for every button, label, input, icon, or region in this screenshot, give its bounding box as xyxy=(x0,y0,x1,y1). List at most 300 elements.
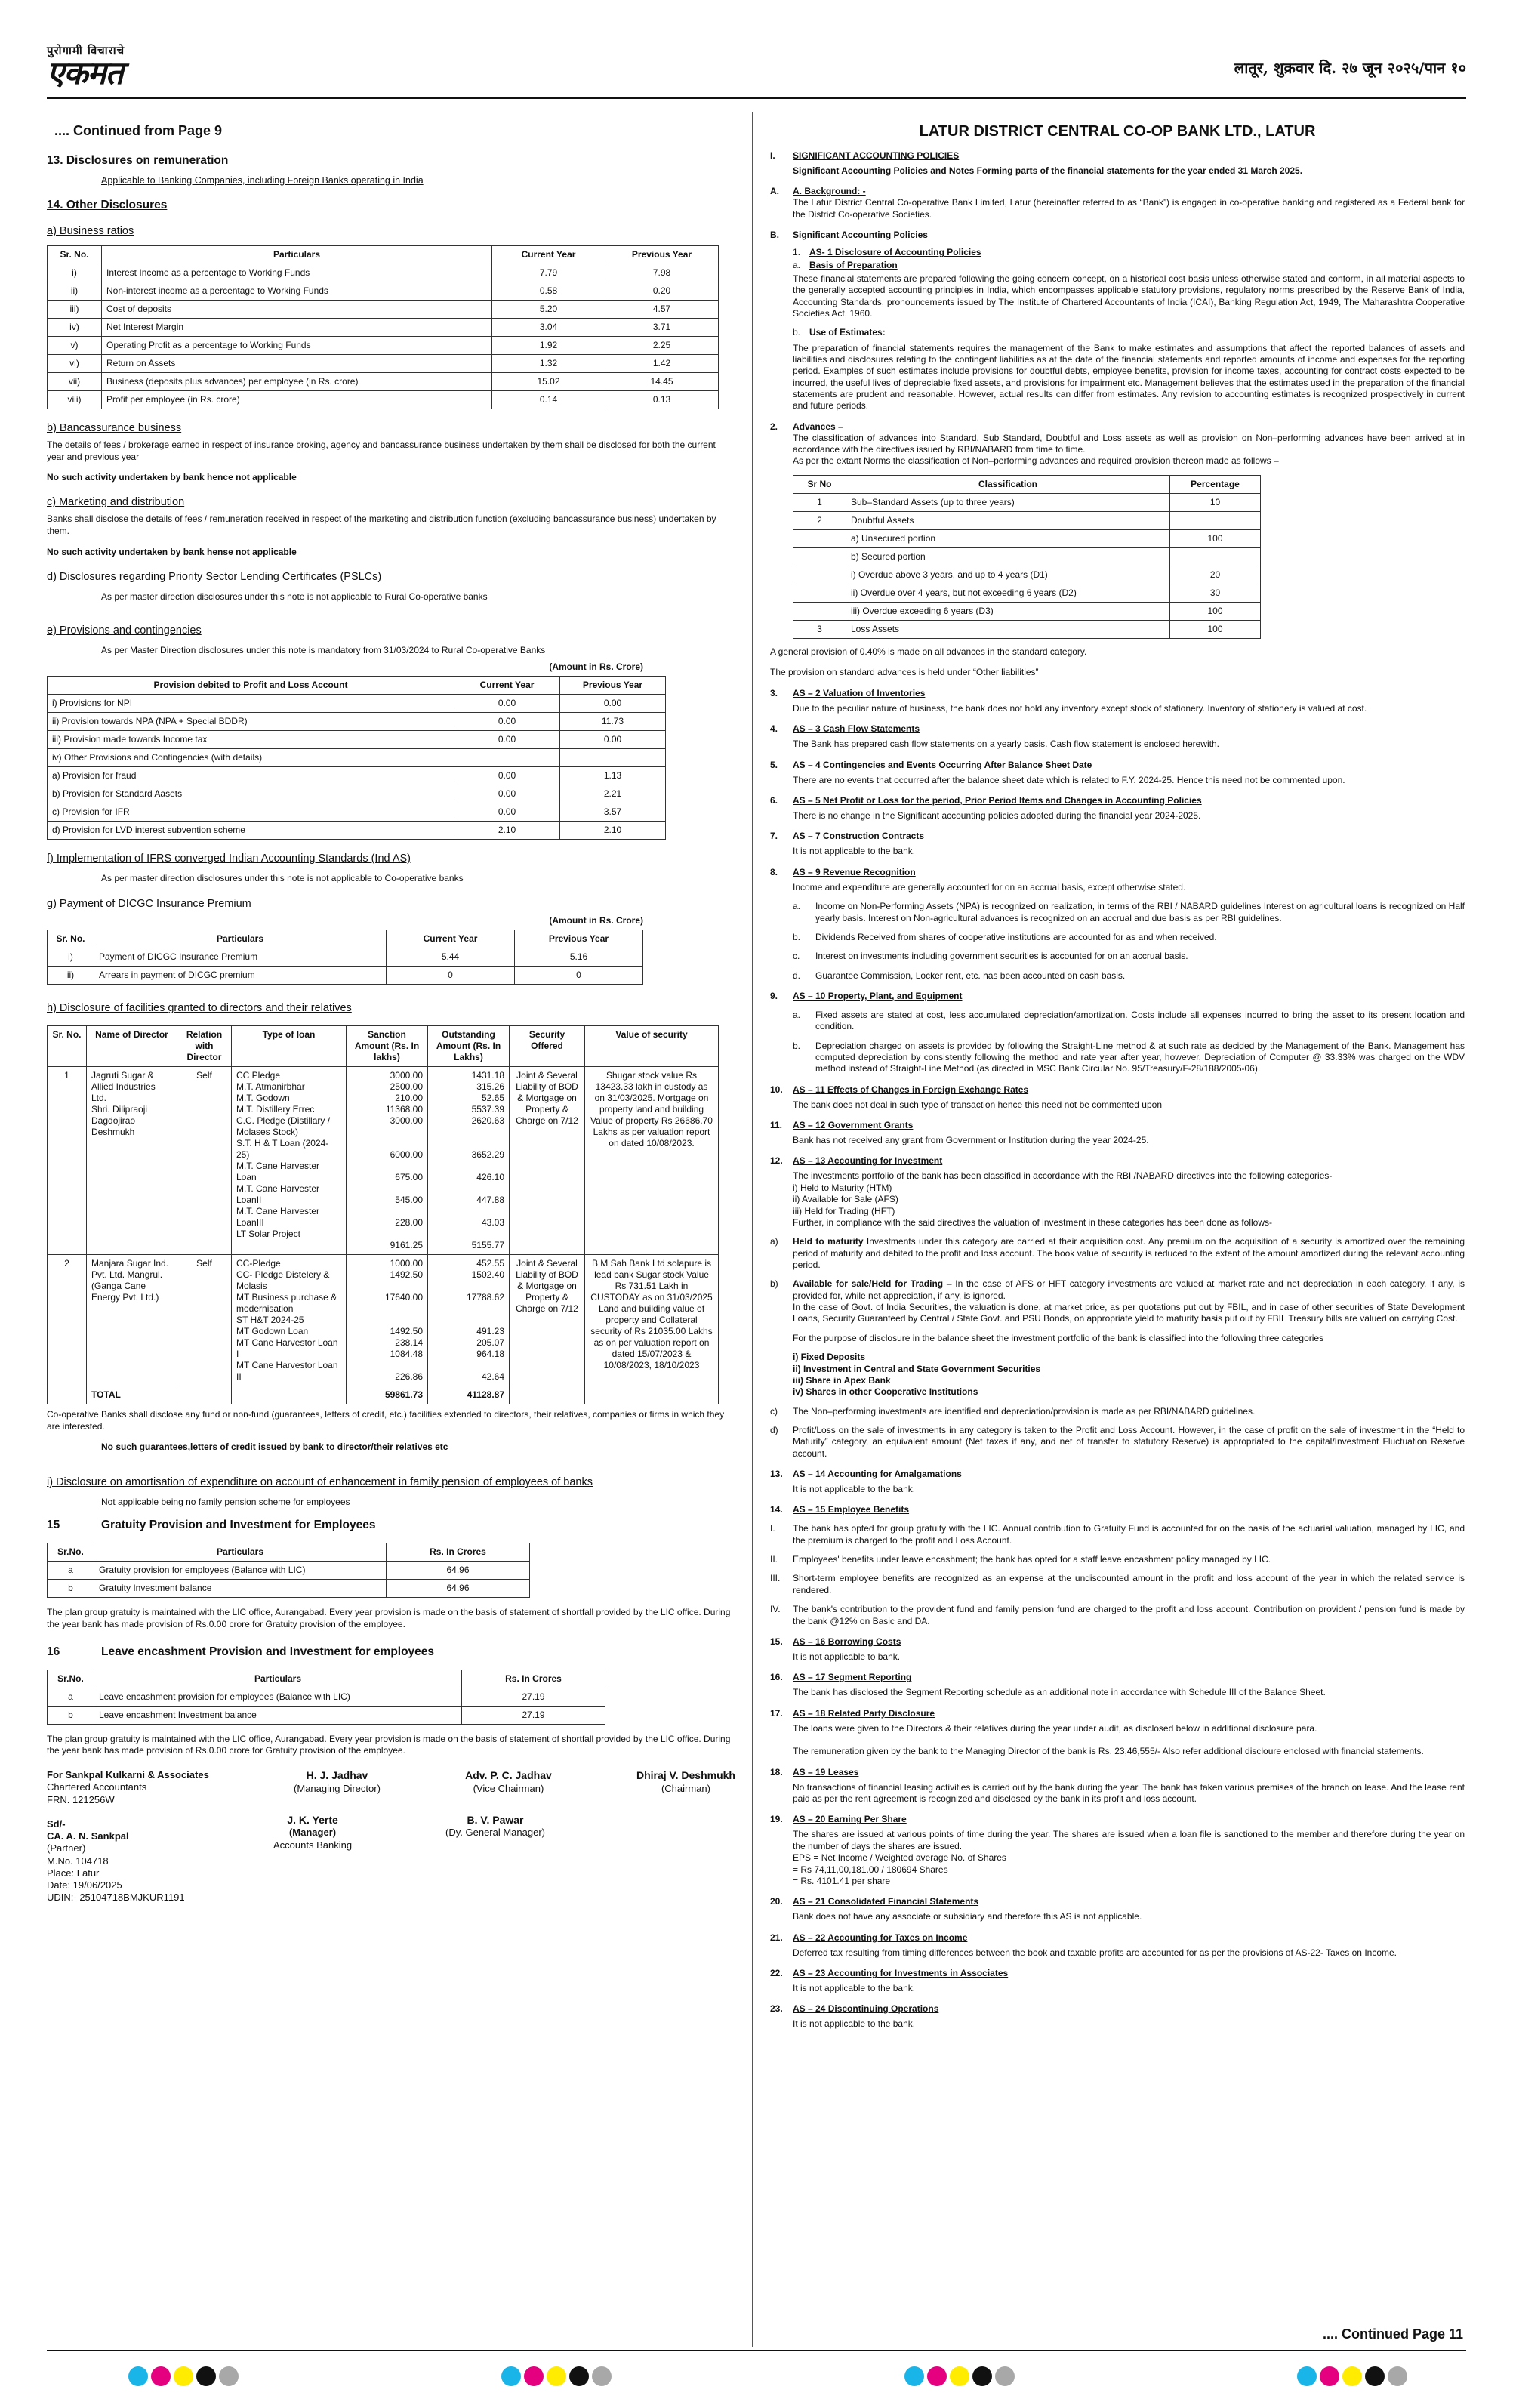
as-items-group-3 xyxy=(770,1636,1465,2030)
table-row xyxy=(48,695,666,713)
section-number: 13. xyxy=(770,1469,783,1480)
as-item-heading xyxy=(770,1932,1465,1944)
table-cell xyxy=(1170,511,1261,529)
as1-heading xyxy=(793,247,1465,258)
table-cell: 2.25 xyxy=(605,337,719,355)
table-row xyxy=(793,566,1261,584)
table-cell: 7.98 xyxy=(605,264,719,282)
table-header: Particulars xyxy=(102,246,492,264)
section-heading: AS – 16 Borrowing Costs xyxy=(793,1636,901,1647)
table-cell: d) Provision for LVD interest subvention scheme xyxy=(48,822,454,840)
sub-item xyxy=(793,970,1465,982)
table-row xyxy=(48,822,666,840)
section-number: 23. xyxy=(770,2003,783,2015)
table-cell: 5.20 xyxy=(492,301,605,319)
table-row xyxy=(48,785,666,803)
as-items-group-1 xyxy=(770,688,1465,858)
total-row xyxy=(48,1386,719,1404)
as9-subitems xyxy=(770,901,1465,982)
as-item-heading xyxy=(770,1636,1465,1648)
signatory-name: B. V. Pawar xyxy=(467,1813,524,1826)
marketing-title: c) Marketing and distribution xyxy=(47,496,185,509)
sap-heading xyxy=(770,230,1465,241)
as-item-heading xyxy=(770,760,1465,771)
bancassurance-title: b) Bancassurance business xyxy=(47,422,182,434)
gratuity-table xyxy=(47,1543,530,1598)
section-number: I. xyxy=(770,150,775,161)
section-heading: AS – 10 Property, Plant, and Equipment xyxy=(793,990,963,1001)
section-heading: AS – 2 Valuation of Inventories xyxy=(793,688,926,699)
table-cell: 5.16 xyxy=(515,948,643,966)
cell-security: Joint & Several Liability of BOD & Mortgage on Property & Charge on 7/12 xyxy=(510,1255,585,1386)
table-cell: Cost of deposits xyxy=(102,301,492,319)
table-cell: 0.00 xyxy=(454,767,560,785)
table-row xyxy=(48,264,719,282)
section-number: 4. xyxy=(770,723,778,735)
cell-empty xyxy=(510,1386,585,1404)
section-number: 1. xyxy=(793,247,801,258)
section-heading: AS – 14 Accounting for Amalgamations xyxy=(793,1469,962,1480)
table-cell: b xyxy=(48,1580,94,1598)
table-cell: 1.32 xyxy=(492,355,605,373)
sub-item xyxy=(770,1554,1465,1565)
sub-item-number: I. xyxy=(770,1523,775,1534)
sub-item-number: b. xyxy=(793,931,801,942)
table-header: Current Year xyxy=(387,930,515,948)
table-cell: 20 xyxy=(1170,566,1261,584)
section-number: 18. xyxy=(770,1766,783,1777)
section-number: 12. xyxy=(770,1155,783,1167)
background-heading xyxy=(770,186,1465,197)
table-cell: 100 xyxy=(1170,529,1261,547)
as-item-heading xyxy=(770,688,1465,699)
table-cell: 7.79 xyxy=(492,264,605,282)
section-heading: AS – 7 Construction Contracts xyxy=(793,831,925,842)
section-heading: SIGNIFICANT ACCOUNTING POLICIES xyxy=(793,150,960,161)
item-body: – In the case of AFS or HFT category investments are valued at market rate and net depreciation in each category, if any, is provided for, while net appreciation, if any, is ignored. In the case of Govt. of India Securities, the valuation is done, at market price, as per quotations put out by FBIL, and in case of other securities of State Development Loans, Security Guaranteed by Central / State Govt. and PSU Bonds, on appropriate yield to maturity basis put out by FBIL Treasury bills are valued on carrying Cost. xyxy=(793,1278,1465,1324)
table-cell: a xyxy=(48,1562,94,1580)
sub-item-number: c. xyxy=(793,951,800,962)
as-item-heading xyxy=(770,831,1465,842)
pslc-text: As per master direction disclosures under this note is not applicable to Rural Co-operative banks xyxy=(101,590,488,602)
table-row xyxy=(48,391,719,409)
table-header: Sanction Amount (Rs. In lakhs) xyxy=(347,1026,428,1067)
column-divider xyxy=(752,112,753,2347)
registration-dot xyxy=(1320,2366,1339,2386)
auditor-type: Chartered Accountants xyxy=(47,1781,147,1793)
table-cell: Return on Assets xyxy=(102,355,492,373)
as10-heading xyxy=(770,991,1465,1002)
table-cell: ii) xyxy=(48,282,102,301)
section-number: 15. xyxy=(770,1636,783,1647)
as-item-text: It is not applicable to bank. xyxy=(793,1651,901,1662)
cell-sanction: 3000.00 2500.00 210.00 11368.00 3000.00 6000.00 675.00 545.00 228.00 9161.25 xyxy=(347,1067,428,1255)
section-15-title: Gratuity Provision and Investment for Employees xyxy=(101,1518,376,1531)
as-item-heading xyxy=(770,1708,1465,1719)
item-head: Available for sale/Held for Trading xyxy=(793,1278,944,1290)
as-item-text: Due to the peculiar nature of business, the bank does not hold any inventory except stock of stationery. Inventory of stationery is valued at cost. xyxy=(793,703,1367,714)
table-cell: ii) xyxy=(48,966,94,984)
table-cell: 0 xyxy=(387,966,515,984)
section-number: 10. xyxy=(770,1084,783,1095)
table-header: Previous Year xyxy=(515,930,643,948)
section-heading: AS – 17 Segment Reporting xyxy=(793,1672,912,1683)
facilities-body xyxy=(48,1067,719,1404)
table-cell: 3.57 xyxy=(560,803,666,822)
as13-item-d xyxy=(770,1425,1465,1460)
basis-heading xyxy=(793,260,1465,271)
advances-heading xyxy=(770,421,1465,433)
registration-dot xyxy=(950,2366,969,2386)
cell-empty xyxy=(585,1386,719,1404)
as-item-text: It is not applicable to the bank. xyxy=(793,2018,916,2030)
section-heading: AS – 9 Revenue Recognition xyxy=(793,866,916,877)
sub-item xyxy=(793,932,1465,943)
registration-dot xyxy=(569,2366,589,2386)
table-cell: i) xyxy=(48,264,102,282)
leave-body xyxy=(48,1688,605,1724)
signature-row-2 xyxy=(47,1814,735,1904)
section-number: a. xyxy=(793,260,801,271)
section-heading: AS- 1 Disclosure of Accounting Policies xyxy=(809,247,981,258)
section-number: 8. xyxy=(770,866,778,877)
section-heading: AS – 18 Related Party Disclosure xyxy=(793,1707,935,1719)
table-cell: 30 xyxy=(1170,584,1261,602)
table-header: Provision debited to Profit and Loss Account xyxy=(48,677,454,695)
signature-row-1 xyxy=(47,1769,735,1806)
section-number: 6. xyxy=(770,795,778,806)
background-text: The Latur District Central Co-operative Bank Limited, Latur (hereinafter referred to as “Bank”) is engaged in co-operative banking and registered as a Federal bank for the District Co-operative Societies. xyxy=(793,197,1465,220)
table-row xyxy=(793,620,1261,638)
as15-heading xyxy=(770,1504,1465,1515)
table-cell: b) Secured portion xyxy=(846,547,1170,566)
registration-dot xyxy=(219,2366,239,2386)
as-item-text: Bank has not received any grant from Government or Institution during the year 2024-25. xyxy=(793,1135,1149,1146)
table-cell: 4.57 xyxy=(605,301,719,319)
table-cell: 10 xyxy=(1170,493,1261,511)
registration-dot xyxy=(972,2366,992,2386)
item-number: d) xyxy=(770,1424,778,1435)
signatory-name: J. K. Yerte xyxy=(287,1813,338,1826)
as-item-text: The Bank has prepared cash flow statements on a yearly basis. Cash flow statement is enclosed herewith. xyxy=(793,738,1219,750)
table-cell: i) Overdue above 3 years, and up to 4 years (D1) xyxy=(846,566,1170,584)
table-header: Outstanding Amount (Rs. In Lakhs) xyxy=(428,1026,510,1067)
sub-item-number: a. xyxy=(793,1009,801,1020)
table-header: Relation with Director xyxy=(177,1026,232,1067)
table-row xyxy=(48,337,719,355)
section-number: 7. xyxy=(770,831,778,842)
cell-loan-type: CC Pledge M.T. Atmanirbhar M.T. Godown M.T. Distillery Errec C.C. Pledge (Distillary / Molases Stock) S.T. H & T Loan (2024-25) M.T. Cane Harvester Loan M.T. Cane Harvester LoanII M.T. Cane Harvester LoanIII LT Solar Project xyxy=(232,1067,347,1255)
table-cell: ii) Overdue over 4 years, but not exceeding 6 years (D2) xyxy=(846,584,1170,602)
pension-text: Not applicable being no family pension scheme for employees xyxy=(101,1497,350,1508)
sub-item-text: Income on Non-Performing Assets (NPA) is recognized on realization, in terms of the RBI / NABARD guidelines Interest on agricultural loans is recognized on Half yearly basis. Interest on Non-agricultural advances is recognized on an accrual and due basis as per RBI guidelines. xyxy=(815,901,1465,923)
sub-item xyxy=(793,1010,1465,1033)
section-number: 17. xyxy=(770,1707,783,1719)
table-cell: Payment of DICGC Insurance Premium xyxy=(94,948,387,966)
table-cell: i) xyxy=(48,948,94,966)
bancassurance-status: No such activity undertaken by bank hence not applicable xyxy=(47,472,297,483)
table-cell: Gratuity provision for employees (Balance with LIC) xyxy=(94,1562,387,1580)
table-cell: vii) xyxy=(48,373,102,391)
sub-item-text: The bank has opted for group gratuity with the LIC. Annual contribution to Gratuity Fund is accounted for on the basis of the actuarial valuation, managed by LIC, and the premium is charged to the profit and Loss Account. xyxy=(793,1523,1465,1546)
item-number: c) xyxy=(770,1405,778,1417)
table-cell: 0.13 xyxy=(605,391,719,409)
cell-relation: Self xyxy=(177,1255,232,1386)
as-item-text: The bank has disclosed the Segment Reporting schedule as an additional note in accordance with Schedule III of the Balance Sheet. xyxy=(793,1687,1326,1698)
table-row xyxy=(48,1688,605,1706)
ratios-body xyxy=(48,264,719,409)
table-cell: 1.92 xyxy=(492,337,605,355)
masthead xyxy=(47,44,1466,91)
section-heading: AS – 12 Government Grants xyxy=(793,1120,914,1131)
facilities-text: Co-operative Banks shall disclose any fund or non-fund (guarantees, letters of credit, etc.) facilities extended to directors, their relatives, companies or firms in which they are interested. xyxy=(47,1409,725,1432)
item-text: The Non–performing investments are identified and depreciation/provision is made as per RBI/NABARD guidelines. xyxy=(793,1405,1256,1417)
table-cell: Doubtful Assets xyxy=(846,511,1170,529)
table-header: Type of loan xyxy=(232,1026,347,1067)
color-registration-marks xyxy=(128,2366,239,2386)
registration-dot xyxy=(592,2366,612,2386)
signature-row-2-officers xyxy=(273,1814,545,1904)
table-cell: 2 xyxy=(793,511,846,529)
section-number: 19. xyxy=(770,1814,783,1825)
section-number: B. xyxy=(770,230,779,241)
as-item-text: It is not applicable to the bank. xyxy=(793,1982,916,1993)
table-cell: 0 xyxy=(515,966,643,984)
table-cell: 100 xyxy=(1170,620,1261,638)
signatory-role: (Dy. General Manager) xyxy=(445,1827,545,1839)
registration-dot xyxy=(1365,2366,1385,2386)
as-item-heading xyxy=(770,1814,1465,1825)
as-item-heading xyxy=(770,1767,1465,1778)
continued-next-label: .... Continued Page 11 xyxy=(1322,2326,1463,2342)
signatory-role: (Managing Director) xyxy=(294,1782,381,1794)
table-cell: Gratuity Investment balance xyxy=(94,1580,387,1598)
as-item-text: Bank does not have any associate or subsidiary and therefore this AS is not applicable. xyxy=(793,1911,1142,1922)
provisions-body xyxy=(48,695,666,840)
as14-text: It is not applicable to the bank. xyxy=(793,1484,916,1495)
cell-relation: Self xyxy=(177,1067,232,1255)
cell-total-label: TOTAL xyxy=(87,1386,177,1404)
table-row xyxy=(48,319,719,337)
table-cell: Business (deposits plus advances) per employee (in Rs. crore) xyxy=(102,373,492,391)
table-cell: 0.00 xyxy=(454,713,560,731)
section-heading: Significant Accounting Policies xyxy=(793,230,928,241)
auditor-frn: FRN. 121256W xyxy=(47,1793,115,1805)
cell-sanction: 1000.00 1492.50 17640.00 1492.50 238.14 1084.48 226.86 xyxy=(347,1255,428,1386)
table-cell: 3 xyxy=(793,620,846,638)
policies-heading xyxy=(770,150,1465,162)
table-row xyxy=(48,948,643,966)
dicgc-title: g) Payment of DICGC Insurance Premium xyxy=(47,897,251,910)
as-item-text: Deferred tax resulting from timing differences between the book and taxable profits are accounted for as per the provisions of AS-22- Taxes on Income. xyxy=(793,1947,1397,1958)
cell-security: Joint & Several Liability of BOD & Mortgage on Property & Charge on 7/12 xyxy=(510,1067,585,1255)
sub-item-text: Depreciation charged on assets is provided by following the Straight-Line method & at such rate as decided by the Management of the Bank. Management has computed depreciation by consistently following the method and rate year after year, however, Depreciation of Computer @ 33.33% was charged on the WDV method instead of Straight-Line Method (as directed in MSC Bank Circular No. 95/Treasury/F-28/188/2005-06). xyxy=(815,1040,1465,1075)
table-cell: a) Unsecured portion xyxy=(846,529,1170,547)
signatory-role: (Chairman) xyxy=(661,1782,710,1794)
estimates-text: The preparation of financial statements requires the management of the Bank to make estimates and assumptions that affect the reported balances of assets and liabilities and disclosures relating to the contingent liabilities as at the date of the financial statements and reported amounts of income and expenses for the reporting period. Examples of such estimates include provisions for doubtful debts, employee benefits, provision for income taxes, accounting for contract costs expected to be incurred, the useful lives of depreciable fixed assets, and provisions for impairment etc. Management believes that the estimates used in the preparation of the financial statements are prudent and reasonable. However, actual results can differ from estimates. Any revision to accounting estimates is recognized prospectively in current and future periods. xyxy=(793,342,1465,412)
business-ratios-table xyxy=(47,245,719,409)
continued-from-label: .... Continued from Page 9 xyxy=(54,123,223,138)
sub-item-text: The bank's contribution to the provident fund and family pension fund are charged to the profit and loss account. Contribution on provident / pension fund is made by the bank @12% on Basic and DA. xyxy=(793,1604,1465,1626)
as-item-heading xyxy=(770,1968,1465,1979)
table-cell: c) Provision for IFR xyxy=(48,803,454,822)
section-16-title: Leave encashment Provision and Investment for employees xyxy=(101,1645,435,1658)
signatory-name: Adv. P. C. Jadhav xyxy=(465,1769,552,1782)
table-cell: i) Provisions for NPI xyxy=(48,695,454,713)
table-row xyxy=(793,529,1261,547)
table-header: Sr No xyxy=(793,475,846,493)
as13-purpose: For the purpose of disclosure in the balance sheet the investment portfolio of the bank is classified into the following three categories xyxy=(793,1332,1324,1343)
facilities-title: h) Disclosure of facilities granted to directors and their relatives xyxy=(47,1001,352,1014)
table-cell: 1.13 xyxy=(560,767,666,785)
section-13-title: 13. Disclosures on remuneration xyxy=(47,153,229,167)
cell-security-value: Shugar stock value Rs 13423.33 lakh in custody as on 31/03/2025. Mortgage on property land and building Value of property Rs 26686.70 Lakhs as per valuation report on dated 10/08/2023. xyxy=(585,1067,719,1255)
provisions-amount-note: (Amount in Rs. Crore) xyxy=(549,661,643,673)
advances-standard-provision: The provision on standard advances is held under “Other liabilities” xyxy=(770,667,1039,678)
table-cell: iii) Overdue exceeding 6 years (D3) xyxy=(846,602,1170,620)
table-header: Classification xyxy=(846,475,1170,493)
cell-name: Manjara Sugar Ind. Pvt. Ltd. Mangrul. (Ganga Cane Energy Pvt. Ltd.) xyxy=(87,1255,177,1386)
cell-empty xyxy=(48,1386,87,1404)
table-cell: vi) xyxy=(48,355,102,373)
auditor-partner-label: (Partner) xyxy=(47,1842,86,1855)
cell-empty xyxy=(177,1386,232,1404)
as10-subitems xyxy=(770,1010,1465,1075)
gratuity-body xyxy=(48,1562,530,1598)
table-row xyxy=(48,767,666,785)
table-cell: b xyxy=(48,1706,94,1724)
sub-item-number: a. xyxy=(793,901,801,912)
estimates-heading xyxy=(793,327,1465,338)
business-ratios-title: a) Business ratios xyxy=(47,224,134,237)
table-cell: iii) xyxy=(48,301,102,319)
table-cell: Non-interest income as a percentage to Working Funds xyxy=(102,282,492,301)
section-number: b. xyxy=(793,327,801,338)
section-heading: AS – 20 Earning Per Share xyxy=(793,1814,907,1825)
table-cell: Profit per employee (in Rs. crore) xyxy=(102,391,492,409)
table-cell: 27.19 xyxy=(462,1688,605,1706)
section-heading: Basis of Preparation xyxy=(809,260,898,271)
table-header: Current Year xyxy=(454,677,560,695)
sub-item-text: Employees' benefits under leave encashment; the bank has opted for a staff leave encashment policy managed by LIC. xyxy=(793,1554,1271,1565)
sub-item-text: Fixed assets are stated at cost, less accumulated depreciation/amortization. Costs include all expenses incurred to bring the asset to its present location and condition. xyxy=(815,1009,1465,1032)
table-cell: 64.96 xyxy=(387,1580,530,1598)
as-item-heading xyxy=(770,1084,1465,1096)
top-rule xyxy=(47,97,1466,99)
signatory-chairman xyxy=(636,1769,735,1806)
table-row xyxy=(793,511,1261,529)
table-cell: iv) xyxy=(48,319,102,337)
advances-table xyxy=(793,475,1261,639)
section-16-heading xyxy=(47,1645,735,1659)
section-heading: AS – 24 Discontinuing Operations xyxy=(793,2003,939,2015)
table-row xyxy=(48,282,719,301)
table-header: Particulars xyxy=(94,930,387,948)
table-header: Percentage xyxy=(1170,475,1261,493)
auditor-sd: Sd/- xyxy=(47,1818,66,1830)
table-header: Current Year xyxy=(492,246,605,264)
section-number: 20. xyxy=(770,1896,783,1907)
as-item-heading xyxy=(770,723,1465,735)
as-item-text: The shares are issued at various points of time during the year. The shares are issued when a loan file is sanctioned to the member and therefore during the year on the number of days the shares are issued. EPS = Net Income / Weighted average No. of Shares = Rs 74,11,00,181.00 / 180694 Shares = Rs. 4101.41 per share xyxy=(793,1829,1465,1886)
registration-dot xyxy=(1297,2366,1317,2386)
as13-item-b xyxy=(770,1278,1465,1324)
left-column xyxy=(47,112,735,1904)
registration-dot xyxy=(1342,2366,1362,2386)
table-cell xyxy=(560,749,666,767)
sub-item xyxy=(793,951,1465,962)
registration-dot xyxy=(196,2366,216,2386)
table-row xyxy=(48,1562,530,1580)
table-header: Sr. No. xyxy=(48,1026,87,1067)
dicgc-table xyxy=(47,930,643,985)
color-registration-marks xyxy=(501,2366,612,2386)
item-number: b) xyxy=(770,1278,778,1290)
table-cell xyxy=(454,749,560,767)
section-14-title: 14. Other Disclosures xyxy=(47,198,168,211)
table-cell: 2.21 xyxy=(560,785,666,803)
as-item-heading xyxy=(770,795,1465,806)
cell-outstanding: 452.55 1502.40 17788.62 491.23 205.07 964.18 42.64 xyxy=(428,1255,510,1386)
logo-tagline: पुरोगामी विचाराचे xyxy=(47,44,125,57)
table-row xyxy=(793,584,1261,602)
as13-heading xyxy=(770,1155,1465,1167)
sub-item xyxy=(793,1041,1465,1075)
registration-dot xyxy=(927,2366,947,2386)
signatory-dgm xyxy=(445,1814,545,1904)
section-number: 2. xyxy=(770,421,778,432)
table-row xyxy=(48,373,719,391)
table-cell: 2.10 xyxy=(454,822,560,840)
bank-title: LATUR DISTRICT CENTRAL CO-OP BANK LTD., LATUR xyxy=(919,123,1316,140)
table-cell: Leave encashment Investment balance xyxy=(94,1706,462,1724)
pension-title: i) Disclosure on amortisation of expenditure on account of enhancement in family pension of employees of banks xyxy=(47,1476,593,1489)
marketing-status: No such activity undertaken by bank hense not applicable xyxy=(47,546,297,557)
as13-categories: i) Fixed Deposits ii) Investment in Central and State Government Securities iii) Share in Apex Bank iv) Shares in other Cooperative Institutions xyxy=(793,1352,1041,1398)
color-registration-marks xyxy=(904,2366,1015,2386)
table-row xyxy=(48,713,666,731)
auditor-place: Place: Latur xyxy=(47,1867,100,1879)
as-item-heading xyxy=(770,2003,1465,2015)
table-cell: 0.00 xyxy=(454,731,560,749)
table-header: Previous Year xyxy=(605,246,719,264)
sub-item-text: Guarantee Commission, Locker rent, etc. has been accounted on cash basis. xyxy=(815,970,1126,981)
table-cell: Arrears in payment of DICGC premium xyxy=(94,966,387,984)
advances-body xyxy=(793,493,1261,638)
bancassurance-text: The details of fees / brokerage earned in respect of insurance broking, agency and bancassurance business undertaken by them shall be disclosed for both the current year and previous year xyxy=(47,439,716,462)
registration-dot xyxy=(995,2366,1015,2386)
section-number: 16. xyxy=(770,1672,783,1683)
sub-item xyxy=(770,1573,1465,1596)
table-header: Security Offered xyxy=(510,1026,585,1067)
section-number: 11. xyxy=(770,1120,783,1131)
table-cell: 11.73 xyxy=(560,713,666,731)
table-cell: 3.71 xyxy=(605,319,719,337)
as13-text: The investments portfolio of the bank has been classified in accordance with the RBI /NABARD directives into the following categories- i) Held to Maturity (HTM) ii) Available for Sale (AFS) iii) Held for Trading (HFT) Further, in compliance with the said directives the valuation of investment in these categories has been done as follows- xyxy=(793,1170,1333,1228)
table-row xyxy=(48,731,666,749)
section-number: 21. xyxy=(770,1932,783,1943)
provisions-text: As per Master Direction disclosures under this note is mandatory from 31/03/2024 to Rural Co-operative Banks xyxy=(101,645,546,656)
table-cell: a) Provision for fraud xyxy=(48,767,454,785)
table-cell: Loss Assets xyxy=(846,620,1170,638)
table-row xyxy=(793,493,1261,511)
section-16-number: 16 xyxy=(47,1645,60,1658)
item-number: a) xyxy=(770,1236,778,1247)
table-cell: viii) xyxy=(48,391,102,409)
signatory-name: H. J. Jadhav xyxy=(306,1769,368,1782)
table-cell: 0.00 xyxy=(454,785,560,803)
table-cell xyxy=(793,529,846,547)
